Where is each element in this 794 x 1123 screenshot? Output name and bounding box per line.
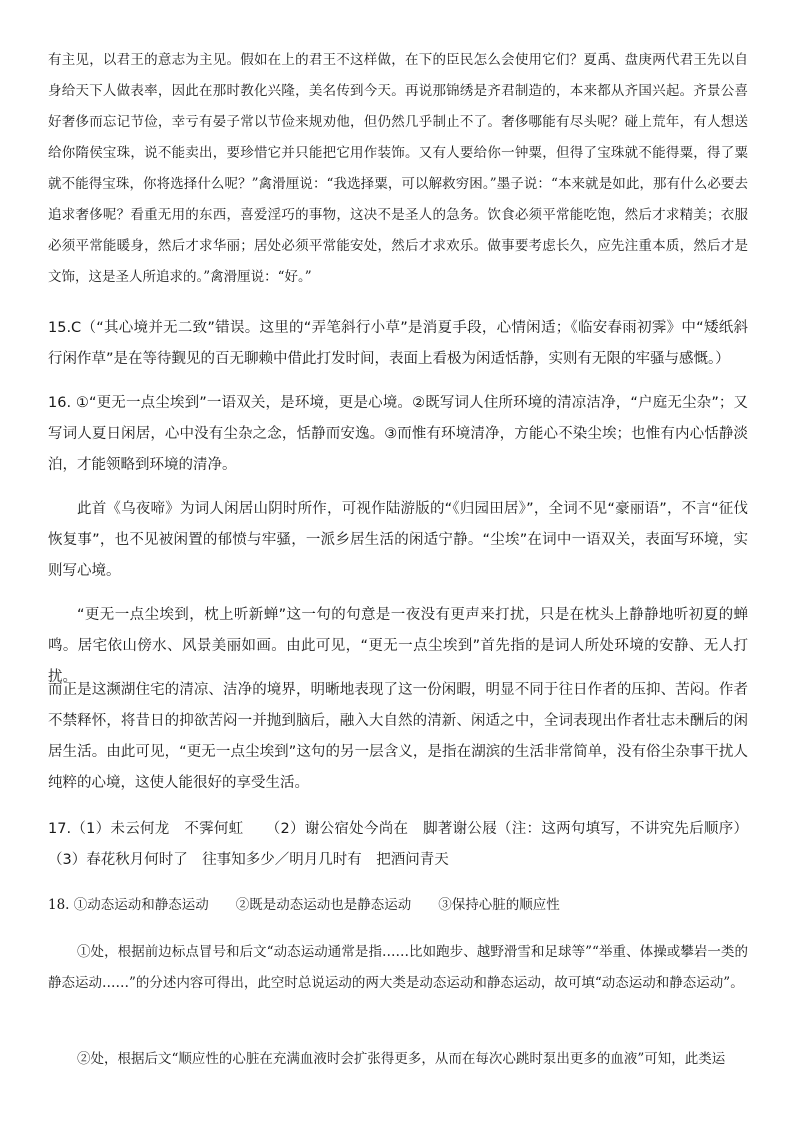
analysis-paragraph-2: “更无一点尘埃到，枕上听新蝉”这一句的句意是一夜没有更声来打扰，只是在枕头上静静地听初夏的蝉鸣。居宅依山傍水、风景美丽如画。由此可见，“更无一点尘埃到”首先指的是词人所处环境的安静、无人打扰。 — [48, 607, 748, 685]
answer-15: 15.C（“其心境并无二致”错误。这里的“弄笔斜行小草”是消夏手段，心情闲适；《临安春雨初霁》中“矮纸斜行闲作草”是在等待觐见的百无聊赖中借此打发时间，表面上看极为闲适恬静，实则有无限的牢骚与感慨。） — [48, 320, 748, 367]
answer-17: 17.（1）未云何龙 不霁何虹 （2）谢公宿处今尚在 脚著谢公屐（注：这两句填写，不讲究先后顺序）（3）春花秋月何时了 往事知多少／明月几时有 把酒问青天 — [48, 821, 748, 868]
analysis-paragraph-3: 而正是这濒湖住宅的清凉、洁净的境界，明晰地表现了这一份闲暇，明显不同于往日作者的压抑、苦闷。作者不禁释怀，将昔日的抑欲苦闷一并抛到脑后，融入大自然的清新、闲适之中，全词表现出作者壮志未酬后的闲居生活。由此可见，“更无一点尘埃到”这句的另一层含义，是指在湖滨的生活非常简单，没有俗尘杂事干扰人纯粹的心境，这使人能很好的享受生活。 — [48, 682, 748, 791]
answer-18-explanation-1: ①处，根据前边标点冒号和后文“动态运动通常是指……比如跑步、越野滑雪和足球等”“举重、体操或攀岩一类的静态运动……”的分述内容可得出，此空时总说运动的两大类是动态运动和静态运动，故可填“动态运动和静态运动”。 — [48, 944, 748, 991]
analysis-paragraph-1: 此首《乌夜啼》为词人闲居山阴时所作，可视作陆游版的“《归园田居》”，全词不见“豪丽语”，不言“征伐恢复事”，也不见被闲置的郁愤与牢骚，一派乡居生活的闲适宁静。“尘埃”在词中一语双关，表面写环境，实则写心境。 — [48, 501, 748, 579]
answer-18-explanation-2: ②处，根据后文“顺应性的心脏在充满血液时会扩张得更多，从而在每次心跳时泵出更多的血液”可知，此类运 — [77, 1051, 726, 1067]
answer-18: 18. ①动态运动和静态运动 ②既是动态运动也是静态运动 ③保持心脏的顺应性 — [48, 897, 560, 913]
translation-paragraph: 有主见，以君王的意志为主见。假如在上的君王不这样做，在下的臣民怎么会使用它们？夏禹、盘庚两代君王先以自身给天下人做表率，因此在那时教化兴隆，美名传到今天。再说那锦绣是齐君制造的，本来都从齐国兴起。齐景公喜好奢侈而忘记节俭，幸亏有晏子常以节俭来规劝他，但仍然几乎制止不了。奢侈哪能有尽头呢？碰上荒年，有人想送给你隋侯宝珠，说不能卖出，要珍惜它并只能把它用作装饰。又有人要给你一钟粟，但得了宝珠就不能得粟，得了粟就不能得宝珠，你将选择什么呢？”禽滑厘说：“我选择粟，可以解救穷困。”墨子说：“本来就是如此，那有什么必要去追求奢侈呢？看重无用的东西，喜爱淫巧的事物，这决不是圣人的急务。饮食必须平常能吃饱，然后才求精美；衣服必须平常能暖身，然后才求华丽；居处必须平常能安处，然后才求欢乐。做事要考虑长久，应先注重本质，然后才是文饰，这是圣人所追求的。”禽滑厘说：“好。” — [48, 52, 748, 285]
answer-16: 16. ①“更无一点尘埃到”一语双关，是环境，更是心境。②既写词人住所环境的清凉洁净，“户庭无尘杂”；又写词人夏日闲居，心中没有尘杂之念，恬静而安逸。③而惟有环境清净，方能心不染尘埃；也惟有内心恬静淡泊，才能领略到环境的清净。 — [48, 395, 748, 473]
